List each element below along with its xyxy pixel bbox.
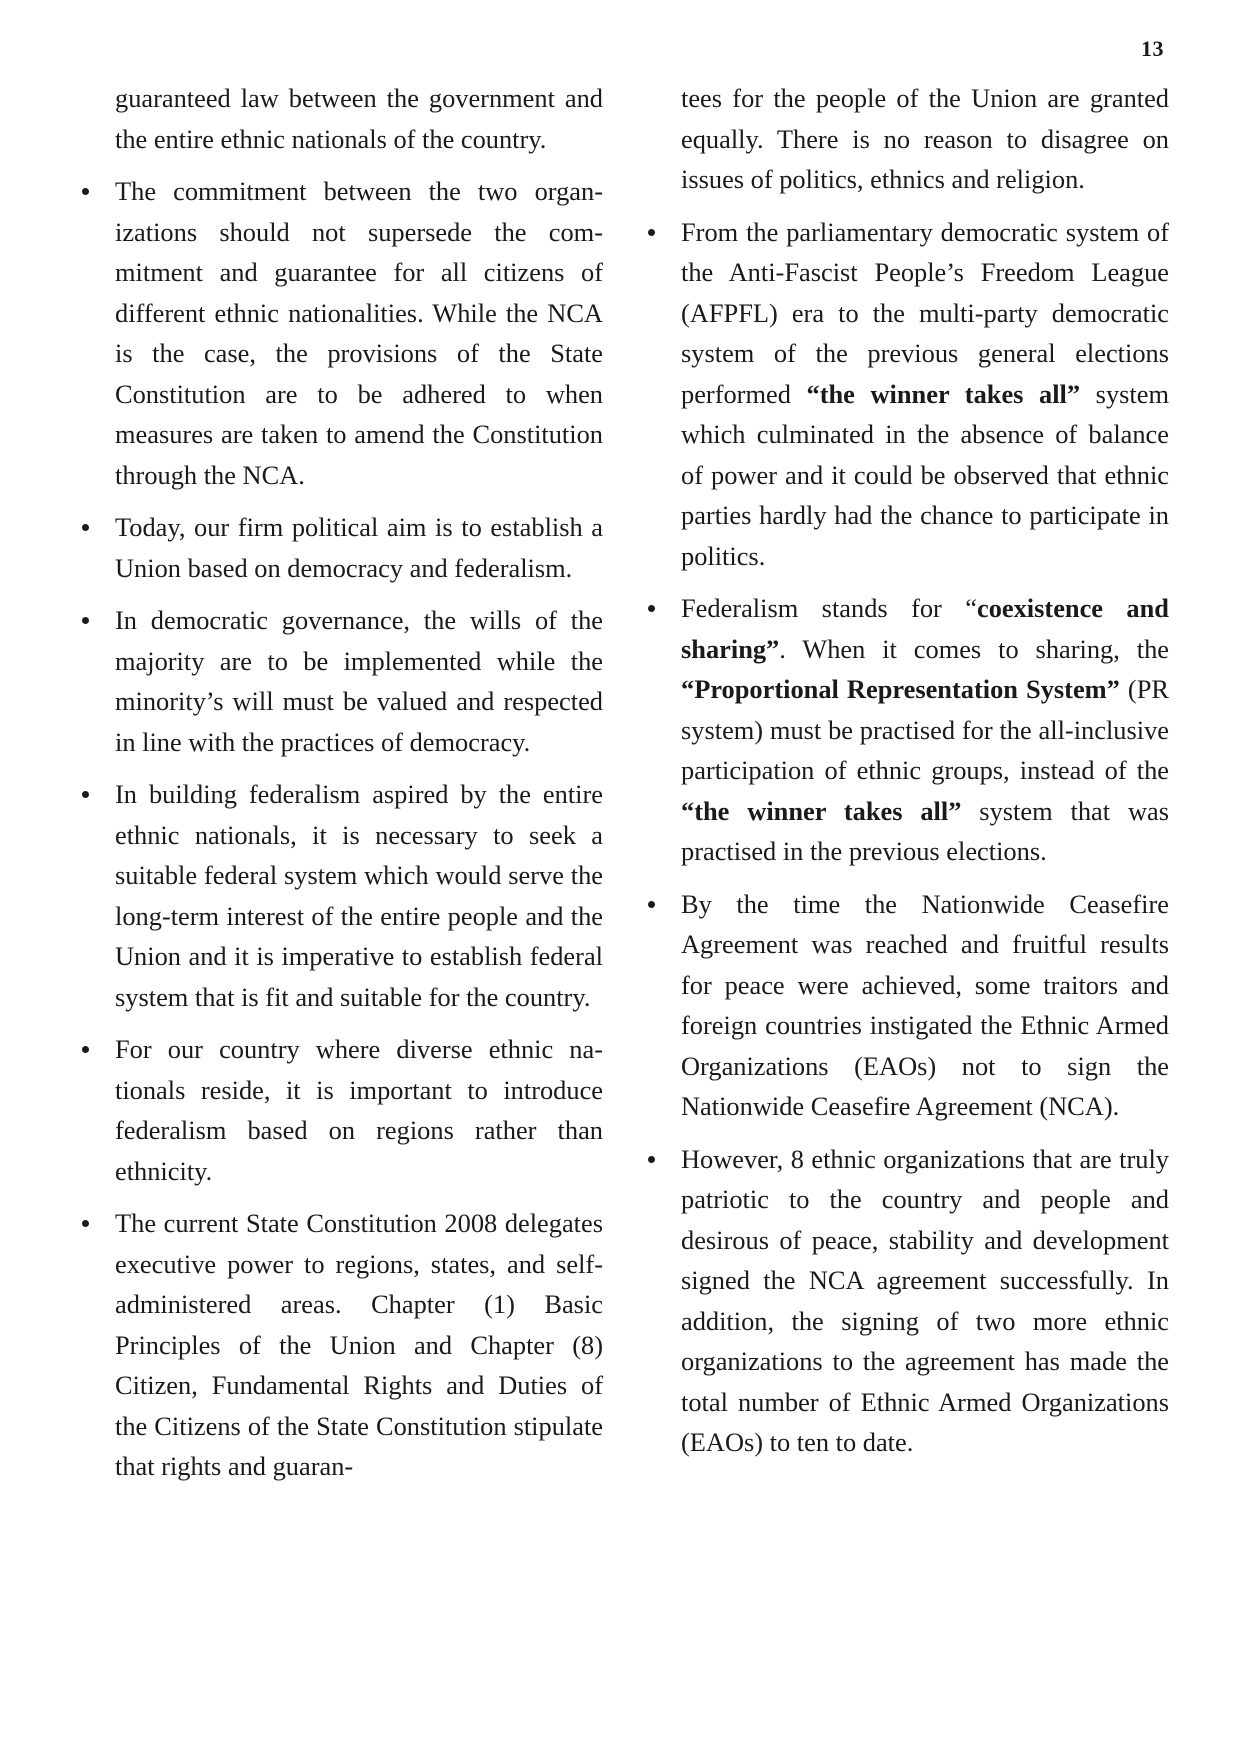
bold-phrase: coexistence and sharing” [681,593,1169,664]
bullet-text: system which culminated in the absence of balance of power and it could be observed that ethnic parties hardly had the chance to participate in politics. [681,378,1169,571]
bullet-item-winner-takes-all [681,212,1169,577]
bullet-item: The current State Constitution 2008 delegates executive power to regions, states, and self-administered areas. Chapter (1) Basic Principles of the Union and Chapter (8) Citizen, Fundamental Rights and Duties of the Citizens of the State Constitution stipulate that rights and guaran- [115,1203,603,1487]
right-continuation-paragraph: tees for the people of the Union are granted equally. There is no reason to disagree on issues of politics, ethnics and religion. [681,83,1169,194]
bullet-item: By the time the Nationwide Ceasefire Agreement was reached and fruitful results for peace were achieved, some traitors and foreign countries instigated the Ethnic Armed Organizations (EAOs) not to sign the Nationwide Ceasefire Agreement (NCA). [681,884,1169,1127]
bold-phrase: “the winner takes all” [681,795,962,826]
page-number: 13 [1141,36,1164,61]
bullet-item: In building federalism aspired by the entire ethnic nationals, it is necessary to seek a suitable federal system which would serve the long-term interest of the entire people and the Union and it is imperative to establish federal system that is fit and suitable for the country. [115,774,603,1017]
bullet-item: In democratic governance, the wills of the majority are to be implemented while the minority’s will must be valued and respected in line with the practices of democracy. [115,600,603,762]
bullet-item: For our country where diverse ethnic nationals reside, it is important to introduce federalism based on regions rather than ethnicity. [115,1029,603,1191]
right-column [681,78,1169,1475]
bullet-text: From the parliamentary democratic system of the Anti-Fascist People’s Freedom League (AFPFL) era to the multi-party democratic system of the previous general elections performed [681,216,1169,409]
bullet-item: Today, our firm political aim is to establish a Union based on democracy and federalism. [115,507,603,588]
bold-phrase: “the winner takes all” [806,378,1081,409]
bullet-text: (PR system) must be practised for the all-inclusive participation of ethnic groups, instead of the [681,674,1169,785]
bullet-text: . When it comes to sharing, the [779,633,1169,664]
bullet-text: Federalism stands for “ [681,593,977,623]
left-continuation-paragraph: guaranteed law between the government and the entire ethnic nationals of the country. [115,83,603,154]
left-column [115,78,603,1499]
bullet-text: system that was practised in the previous elections. [681,795,1169,866]
bullet-item: The commitment between the two organizations should not supersede the commitment and guarantee for all citizens of different ethnic nationalities. While the NCA is the case, the provisions of the State Constitution are to be adhered to when measures are taken to amend the Constitution through the NCA. [115,171,603,495]
bullet-item: However, 8 ethnic organizations that are truly patriotic to the country and people and desirous of peace, stability and development signed the NCA agreement successfully. In addition, the signing of two more ethnic organizations to the agreement has made the total number of Ethnic Armed Organizations (EAOs) to ten to date. [681,1139,1169,1463]
bullet-item-federalism [681,588,1169,872]
bold-phrase: “Proportional Representation System” [681,674,1120,704]
